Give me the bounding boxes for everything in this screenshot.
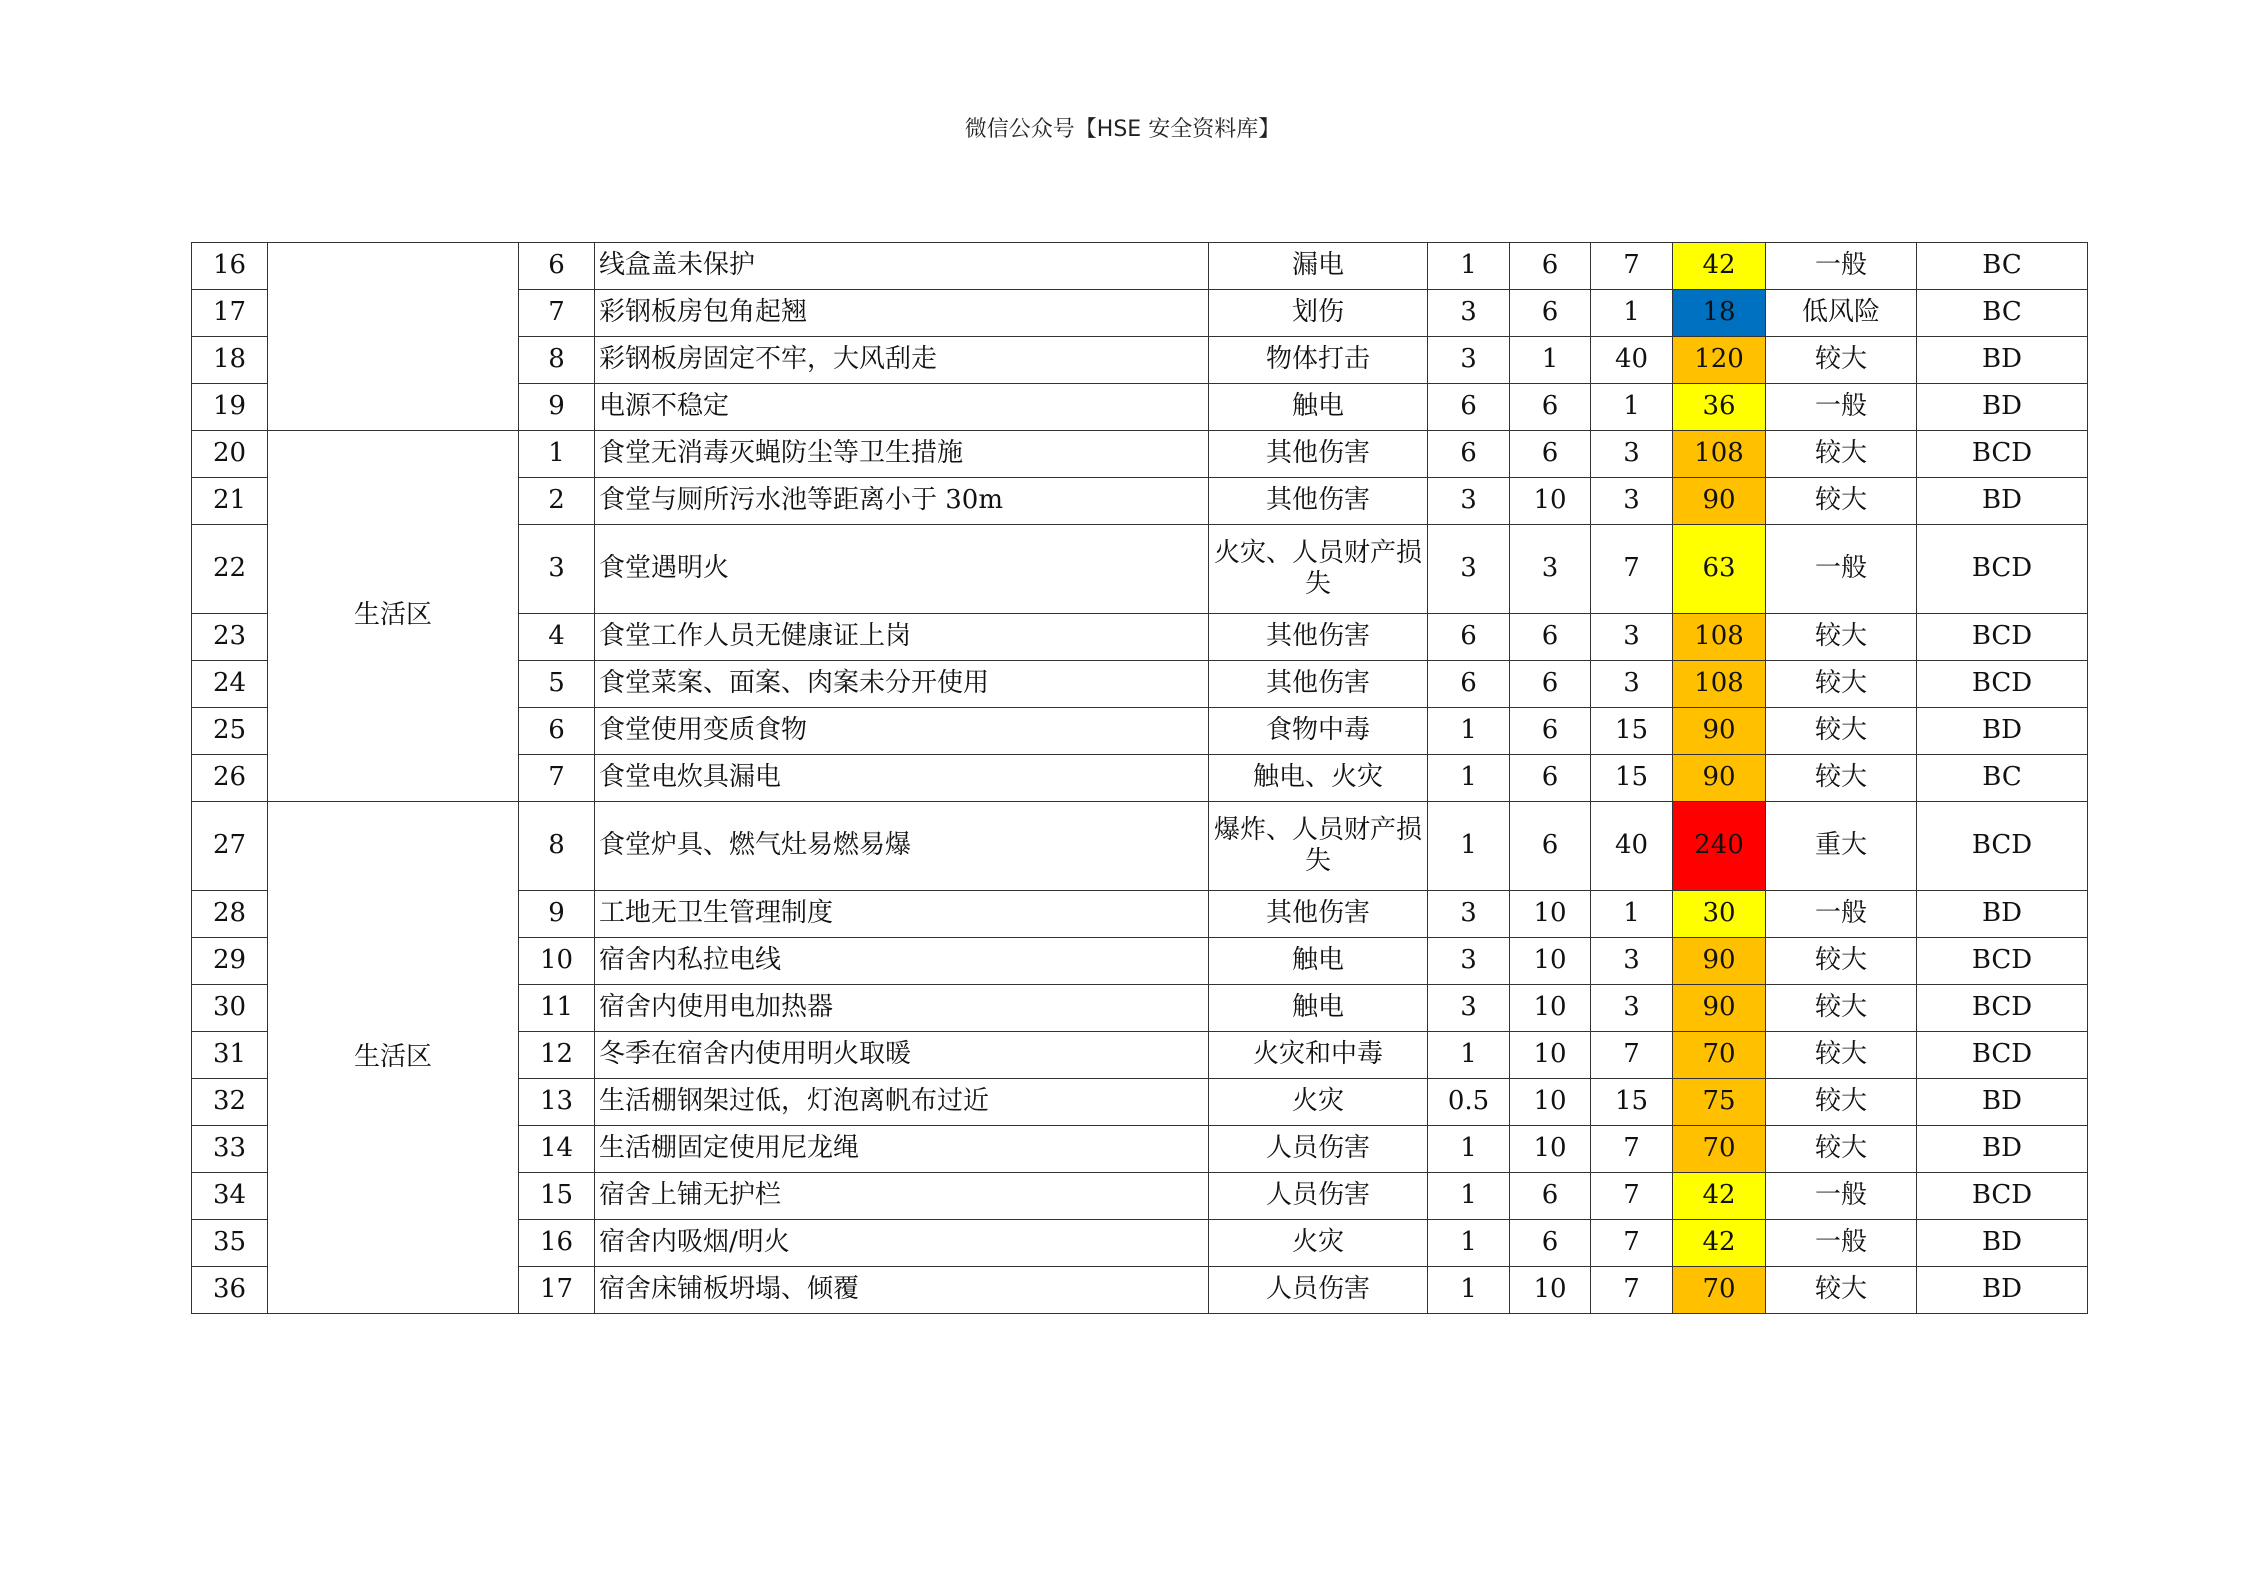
likelihood-cell: 3 (1428, 290, 1510, 337)
risk-level-cell: 重大 (1766, 802, 1917, 891)
row-number-cell: 28 (192, 891, 268, 938)
risk-score-cell: 70 (1673, 1126, 1766, 1173)
row-number-cell: 24 (192, 661, 268, 708)
table-row (192, 431, 2088, 478)
hazard-description-cell: 电源不稳定 (595, 384, 1209, 431)
risk-score-cell: 120 (1673, 337, 1766, 384)
row-number-cell: 21 (192, 478, 268, 525)
row-number-cell: 29 (192, 938, 268, 985)
control-measure-cell: BCD (1917, 661, 2088, 708)
row-number-cell: 25 (192, 708, 268, 755)
item-number-cell: 15 (519, 1173, 595, 1220)
risk-score-cell: 90 (1673, 985, 1766, 1032)
consequence-cell: 3 (1591, 985, 1673, 1032)
hazard-description-cell: 生活棚固定使用尼龙绳 (595, 1126, 1209, 1173)
row-number-cell: 22 (192, 525, 268, 614)
risk-score-cell: 42 (1673, 1173, 1766, 1220)
control-measure-cell: BD (1917, 1220, 2088, 1267)
hazard-description-cell: 食堂工作人员无健康证上岗 (595, 614, 1209, 661)
table-row (192, 243, 2088, 290)
row-number-cell: 34 (192, 1173, 268, 1220)
exposure-cell: 6 (1510, 243, 1591, 290)
risk-level-cell: 较大 (1766, 985, 1917, 1032)
likelihood-cell: 1 (1428, 1173, 1510, 1220)
area-cell (268, 243, 519, 431)
likelihood-cell: 3 (1428, 337, 1510, 384)
row-number-cell: 23 (192, 614, 268, 661)
item-number-cell: 7 (519, 290, 595, 337)
consequence-cell: 15 (1591, 708, 1673, 755)
exposure-cell: 6 (1510, 431, 1591, 478)
risk-level-cell: 较大 (1766, 1267, 1917, 1314)
page-header: 微信公众号【HSE 安全资料库】 (964, 117, 1281, 142)
risk-level-cell: 一般 (1766, 1220, 1917, 1267)
row-number-cell: 32 (192, 1079, 268, 1126)
control-measure-cell: BCD (1917, 1032, 2088, 1079)
risk-score-cell: 36 (1673, 384, 1766, 431)
item-number-cell: 6 (519, 708, 595, 755)
area-cell: 生活区 (268, 431, 519, 802)
risk-score-cell: 75 (1673, 1079, 1766, 1126)
risk-level-cell: 一般 (1766, 243, 1917, 290)
exposure-cell: 6 (1510, 1220, 1591, 1267)
item-number-cell: 16 (519, 1220, 595, 1267)
accident-type-cell: 划伤 (1209, 290, 1428, 337)
control-measure-cell: BD (1917, 708, 2088, 755)
likelihood-cell: 0.5 (1428, 1079, 1510, 1126)
hazard-description-cell: 宿舍上铺无护栏 (595, 1173, 1209, 1220)
accident-type-cell: 触电 (1209, 938, 1428, 985)
risk-level-cell: 较大 (1766, 755, 1917, 802)
exposure-cell: 10 (1510, 938, 1591, 985)
hazard-description-cell: 食堂炉具、燃气灶易燃易爆 (595, 802, 1209, 891)
item-number-cell: 6 (519, 243, 595, 290)
risk-level-cell: 较大 (1766, 661, 1917, 708)
risk-score-cell: 42 (1673, 243, 1766, 290)
likelihood-cell: 1 (1428, 708, 1510, 755)
item-number-cell: 2 (519, 478, 595, 525)
accident-type-cell: 火灾、人员财产损失 (1209, 525, 1428, 614)
likelihood-cell: 1 (1428, 1267, 1510, 1314)
exposure-cell: 10 (1510, 478, 1591, 525)
item-number-cell: 9 (519, 384, 595, 431)
risk-level-cell: 较大 (1766, 1126, 1917, 1173)
hazard-description-cell: 食堂使用变质食物 (595, 708, 1209, 755)
risk-score-cell: 90 (1673, 478, 1766, 525)
consequence-cell: 3 (1591, 478, 1673, 525)
accident-type-cell: 火灾 (1209, 1079, 1428, 1126)
exposure-cell: 6 (1510, 708, 1591, 755)
likelihood-cell: 1 (1428, 802, 1510, 891)
control-measure-cell: BD (1917, 1267, 2088, 1314)
exposure-cell: 10 (1510, 985, 1591, 1032)
accident-type-cell: 其他伤害 (1209, 478, 1428, 525)
row-number-cell: 18 (192, 337, 268, 384)
consequence-cell: 3 (1591, 431, 1673, 478)
accident-type-cell: 人员伤害 (1209, 1267, 1428, 1314)
exposure-cell: 6 (1510, 661, 1591, 708)
risk-score-cell: 108 (1673, 661, 1766, 708)
consequence-cell: 3 (1591, 661, 1673, 708)
item-number-cell: 13 (519, 1079, 595, 1126)
consequence-cell: 15 (1591, 755, 1673, 802)
risk-score-cell: 90 (1673, 755, 1766, 802)
exposure-cell: 6 (1510, 614, 1591, 661)
item-number-cell: 8 (519, 337, 595, 384)
accident-type-cell: 火灾和中毒 (1209, 1032, 1428, 1079)
item-number-cell: 12 (519, 1032, 595, 1079)
accident-type-cell: 其他伤害 (1209, 614, 1428, 661)
consequence-cell: 7 (1591, 525, 1673, 614)
accident-type-cell: 触电 (1209, 985, 1428, 1032)
risk-score-cell: 108 (1673, 614, 1766, 661)
control-measure-cell: BCD (1917, 614, 2088, 661)
consequence-cell: 40 (1591, 337, 1673, 384)
consequence-cell: 7 (1591, 1032, 1673, 1079)
hazard-description-cell: 食堂与厕所污水池等距离小于 30m (595, 478, 1209, 525)
item-number-cell: 11 (519, 985, 595, 1032)
control-measure-cell: BD (1917, 1126, 2088, 1173)
consequence-cell: 1 (1591, 290, 1673, 337)
exposure-cell: 10 (1510, 1126, 1591, 1173)
risk-score-cell: 30 (1673, 891, 1766, 938)
item-number-cell: 5 (519, 661, 595, 708)
consequence-cell: 3 (1591, 614, 1673, 661)
consequence-cell: 7 (1591, 243, 1673, 290)
hazard-description-cell: 工地无卫生管理制度 (595, 891, 1209, 938)
exposure-cell: 3 (1510, 525, 1591, 614)
risk-level-cell: 一般 (1766, 1173, 1917, 1220)
risk-level-cell: 一般 (1766, 384, 1917, 431)
accident-type-cell: 触电 (1209, 384, 1428, 431)
hazard-description-cell: 冬季在宿舍内使用明火取暖 (595, 1032, 1209, 1079)
item-number-cell: 9 (519, 891, 595, 938)
exposure-cell: 6 (1510, 290, 1591, 337)
consequence-cell: 1 (1591, 891, 1673, 938)
exposure-cell: 6 (1510, 1173, 1591, 1220)
risk-score-cell: 240 (1673, 802, 1766, 891)
accident-type-cell: 火灾 (1209, 1220, 1428, 1267)
control-measure-cell: BCD (1917, 985, 2088, 1032)
control-measure-cell: BD (1917, 891, 2088, 938)
control-measure-cell: BCD (1917, 802, 2088, 891)
consequence-cell: 7 (1591, 1126, 1673, 1173)
area-cell: 生活区 (268, 802, 519, 1314)
control-measure-cell: BCD (1917, 938, 2088, 985)
likelihood-cell: 1 (1428, 243, 1510, 290)
item-number-cell: 1 (519, 431, 595, 478)
accident-type-cell: 其他伤害 (1209, 661, 1428, 708)
accident-type-cell: 食物中毒 (1209, 708, 1428, 755)
likelihood-cell: 3 (1428, 938, 1510, 985)
control-measure-cell: BC (1917, 755, 2088, 802)
exposure-cell: 6 (1510, 384, 1591, 431)
risk-score-cell: 70 (1673, 1032, 1766, 1079)
control-measure-cell: BCD (1917, 431, 2088, 478)
item-number-cell: 17 (519, 1267, 595, 1314)
exposure-cell: 10 (1510, 891, 1591, 938)
control-measure-cell: BC (1917, 243, 2088, 290)
exposure-cell: 6 (1510, 755, 1591, 802)
exposure-cell: 10 (1510, 1267, 1591, 1314)
accident-type-cell: 物体打击 (1209, 337, 1428, 384)
hazard-description-cell: 食堂无消毒灭蝇防尘等卫生措施 (595, 431, 1209, 478)
item-number-cell: 3 (519, 525, 595, 614)
hazard-description-cell: 生活棚钢架过低，灯泡离帆布过近 (595, 1079, 1209, 1126)
hazard-description-cell: 线盒盖未保护 (595, 243, 1209, 290)
consequence-cell: 7 (1591, 1267, 1673, 1314)
hazard-description-cell: 宿舍内吸烟/明火 (595, 1220, 1209, 1267)
row-number-cell: 16 (192, 243, 268, 290)
accident-type-cell: 触电、火灾 (1209, 755, 1428, 802)
row-number-cell: 19 (192, 384, 268, 431)
consequence-cell: 1 (1591, 384, 1673, 431)
accident-type-cell: 其他伤害 (1209, 891, 1428, 938)
consequence-cell: 15 (1591, 1079, 1673, 1126)
risk-score-cell: 90 (1673, 708, 1766, 755)
item-number-cell: 4 (519, 614, 595, 661)
row-number-cell: 33 (192, 1126, 268, 1173)
row-number-cell: 35 (192, 1220, 268, 1267)
exposure-cell: 10 (1510, 1079, 1591, 1126)
exposure-cell: 1 (1510, 337, 1591, 384)
row-number-cell: 31 (192, 1032, 268, 1079)
hazard-description-cell: 食堂电炊具漏电 (595, 755, 1209, 802)
risk-score-cell: 108 (1673, 431, 1766, 478)
likelihood-cell: 6 (1428, 614, 1510, 661)
risk-score-cell: 63 (1673, 525, 1766, 614)
hazard-description-cell: 食堂遇明火 (595, 525, 1209, 614)
control-measure-cell: BC (1917, 290, 2088, 337)
risk-level-cell: 低风险 (1766, 290, 1917, 337)
hazard-description-cell: 宿舍内使用电加热器 (595, 985, 1209, 1032)
row-number-cell: 27 (192, 802, 268, 891)
consequence-cell: 40 (1591, 802, 1673, 891)
risk-level-cell: 较大 (1766, 614, 1917, 661)
accident-type-cell: 爆炸、人员财产损失 (1209, 802, 1428, 891)
exposure-cell: 10 (1510, 1032, 1591, 1079)
likelihood-cell: 1 (1428, 755, 1510, 802)
accident-type-cell: 人员伤害 (1209, 1126, 1428, 1173)
likelihood-cell: 1 (1428, 1126, 1510, 1173)
risk-level-cell: 较大 (1766, 431, 1917, 478)
item-number-cell: 10 (519, 938, 595, 985)
risk-score-cell: 70 (1673, 1267, 1766, 1314)
row-number-cell: 30 (192, 985, 268, 1032)
accident-type-cell: 人员伤害 (1209, 1173, 1428, 1220)
risk-level-cell: 较大 (1766, 1079, 1917, 1126)
hazard-description-cell: 彩钢板房固定不牢，大风刮走 (595, 337, 1209, 384)
consequence-cell: 3 (1591, 938, 1673, 985)
accident-type-cell: 其他伤害 (1209, 431, 1428, 478)
likelihood-cell: 3 (1428, 478, 1510, 525)
likelihood-cell: 3 (1428, 985, 1510, 1032)
consequence-cell: 7 (1591, 1173, 1673, 1220)
likelihood-cell: 6 (1428, 384, 1510, 431)
row-number-cell: 36 (192, 1267, 268, 1314)
row-number-cell: 26 (192, 755, 268, 802)
likelihood-cell: 1 (1428, 1220, 1510, 1267)
risk-level-cell: 较大 (1766, 337, 1917, 384)
table-row (192, 802, 2088, 891)
hazard-description-cell: 宿舍床铺板坍塌、倾覆 (595, 1267, 1209, 1314)
row-number-cell: 17 (192, 290, 268, 337)
likelihood-cell: 6 (1428, 431, 1510, 478)
hazard-description-cell: 食堂菜案、面案、肉案未分开使用 (595, 661, 1209, 708)
consequence-cell: 7 (1591, 1220, 1673, 1267)
hazard-description-cell: 彩钢板房包角起翘 (595, 290, 1209, 337)
control-measure-cell: BCD (1917, 1173, 2088, 1220)
item-number-cell: 8 (519, 802, 595, 891)
risk-level-cell: 较大 (1766, 708, 1917, 755)
row-number-cell: 20 (192, 431, 268, 478)
control-measure-cell: BD (1917, 1079, 2088, 1126)
risk-level-cell: 较大 (1766, 1032, 1917, 1079)
item-number-cell: 7 (519, 755, 595, 802)
control-measure-cell: BD (1917, 478, 2088, 525)
risk-score-cell: 18 (1673, 290, 1766, 337)
likelihood-cell: 6 (1428, 661, 1510, 708)
risk-score-cell: 90 (1673, 938, 1766, 985)
risk-score-cell: 42 (1673, 1220, 1766, 1267)
likelihood-cell: 3 (1428, 891, 1510, 938)
control-measure-cell: BD (1917, 384, 2088, 431)
risk-level-cell: 较大 (1766, 478, 1917, 525)
item-number-cell: 14 (519, 1126, 595, 1173)
exposure-cell: 6 (1510, 802, 1591, 891)
likelihood-cell: 3 (1428, 525, 1510, 614)
control-measure-cell: BCD (1917, 525, 2088, 614)
accident-type-cell: 漏电 (1209, 243, 1428, 290)
risk-level-cell: 一般 (1766, 891, 1917, 938)
hazard-description-cell: 宿舍内私拉电线 (595, 938, 1209, 985)
risk-table (191, 242, 2088, 1314)
control-measure-cell: BD (1917, 337, 2088, 384)
risk-level-cell: 一般 (1766, 525, 1917, 614)
risk-level-cell: 较大 (1766, 938, 1917, 985)
likelihood-cell: 1 (1428, 1032, 1510, 1079)
